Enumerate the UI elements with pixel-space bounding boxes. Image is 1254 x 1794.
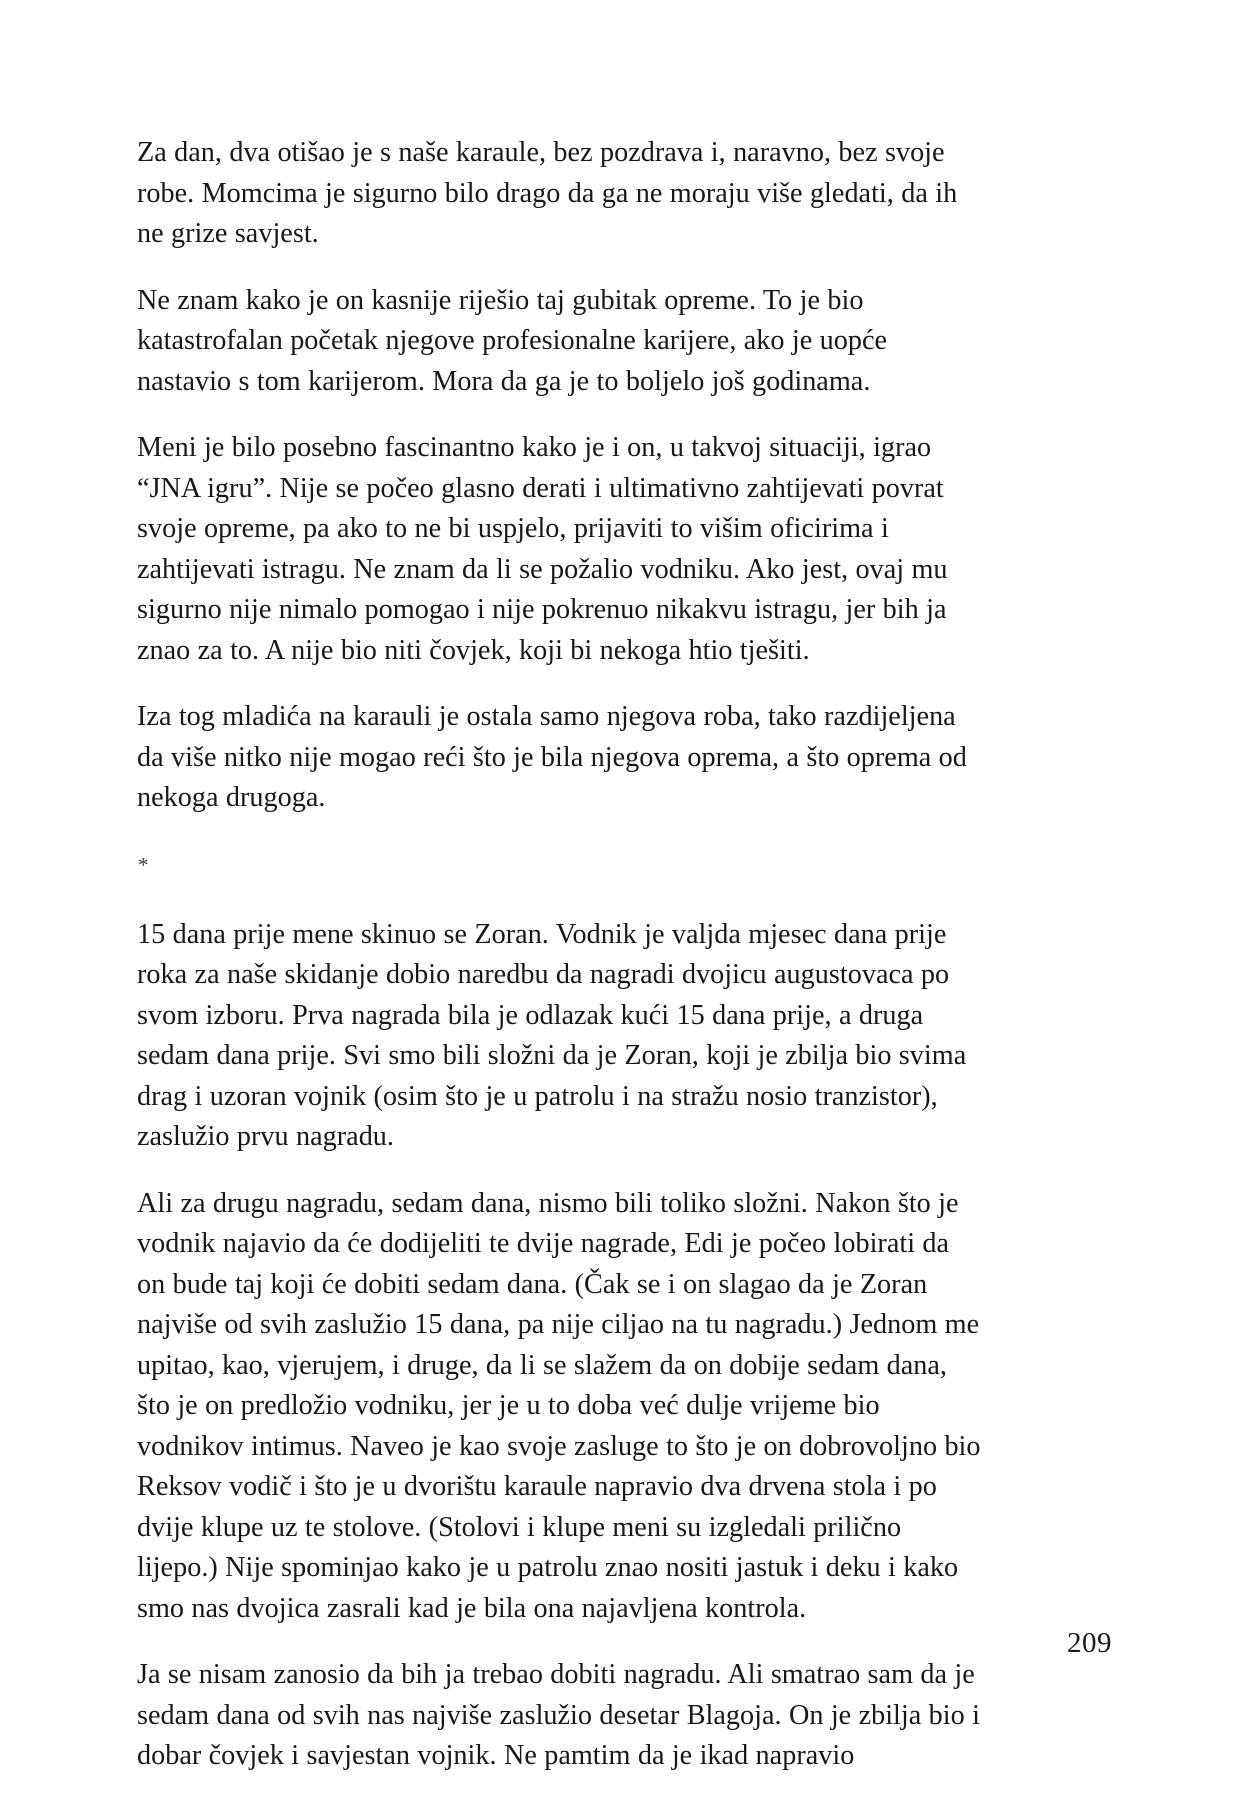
section-break-asterisk: * (138, 852, 149, 877)
paragraph: Iza tog mladića na karauli je ostala samo njegova roba, tako razdijeljena da više nitko nije mogao reći što je bila njegova oprema, a što oprema od nekoga drugoga. (137, 701, 967, 813)
page-number: 209 (1067, 1627, 1112, 1659)
paragraph: Ja se nisam zanosio da bih ja trebao dobiti nagradu. Ali smatrao sam da je sedam dana od svih nas najviše zaslužio desetar Blagoja. On je zbilja bio i dobar čovjek i savjestan vojnik. Ne pamtim da je ikad napravio (137, 1659, 980, 1771)
paragraph: Ali za drugu nagradu, sedam dana, nismo bili toliko složni. Nakon što je vodnik najavio da će dodijeliti te dvije nagrade, Edi je počeo lobirati da on bude taj koji će dobiti sedam dana. (Čak se i on slagao da je Zoran najviše od svih zaslužio 15 dana, pa nije ciljao na tu nagradu.) Jednom me upitao, kao, vjerujem, i druge, da li se slažem da on dobije sedam dana, što je on predložio vodniku, jer je u to doba već dulje vrijeme bio vodnikov intimus. Naveo je kao svoje zasluge to što je on dobrovoljno bio Reksov vodič i što je u dvorištu karaule napravio dva drvena stola i po dvije klupe uz te stolove. (Stolovi i klupe meni su izgledali prilično lijepo.) Nije spominjao kako je u patrolu znao nositi jastuk i deku i kako smo nas dvojica zasrali kad je bila ona najavljena kontrola. (137, 1187, 981, 1624)
paragraph: Ne znam kako je on kasnije riješio taj gubitak opreme. To je bio katastrofalan početak njegove profesionalne karijere, ako je uopće nastavio s tom karijerom. Mora da ga je to boljelo još godinama. (137, 284, 888, 397)
paragraph: Za dan, dva otišao je s naše karaule, bez pozdrava i, naravno, bez svoje robe. Momcima je sigurno bilo drago da ga ne moraju više gledati, da ih ne grize savjest. (137, 137, 958, 249)
paragraph: 15 dana prije mene skinuo se Zoran. Vodnik je valjda mjesec dana prije roka za naše skidanje dobio naredbu da nagradi dvojicu augustovaca po svom izboru. Prva nagrada bila je odlazak kući 15 dana prije, a druga sedam dana prije. Svi smo bili složni da je Zoran, koji je zbilja bio svima drag i uzoran vojnik (osim što je u patrolu i na stražu nosio tranzistor), zaslužio prvu nagradu. (137, 918, 967, 1152)
paragraph: Meni je bilo posebno fascinantno kako je i on, u takvoj situaciji, igrao “JNA igru”. Nije se počeo glasno derati i ultimativno zahtijevati povrat svoje opreme, pa ako to ne bi uspjelo, prijaviti to višim oficirima i zahtijevati istragu. Ne znam da li se požalio vodniku. Ako jest, ovaj mu sigurno nije nimalo pomogao i nije pokrenuo nikakvu istragu, jer bih ja znao za to. A nije bio niti čovjek, koji bi nekoga htio tješiti. (137, 432, 948, 666)
body-text-column (137, 133, 982, 1777)
